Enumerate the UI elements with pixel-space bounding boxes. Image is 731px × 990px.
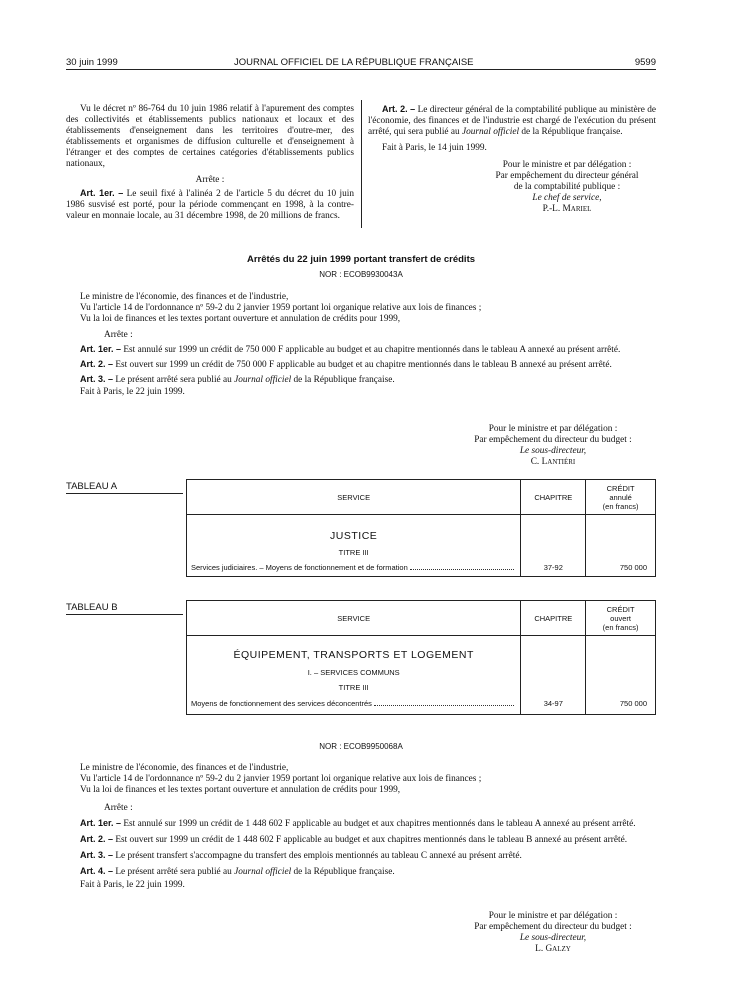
arrete-label: Arrête : <box>195 175 225 185</box>
tableau-b-titre: TITRE III <box>338 683 369 692</box>
decree-1-fait: Fait à Paris, le 22 juin 1999. <box>80 387 185 397</box>
article-1-text: Le seuil fixé à l'alinéa 2 de l'article 5 du décret du 10 juin 1986 susvisé est porté, pour la période commençant en 1998, à la contre-valeur en monnaie locale, au 31 décembre 1998, de 20 millions de francs. <box>66 189 354 221</box>
header-journal-title: JOURNAL OFFICIEL DE LA RÉPUBLIQUE FRANÇAISE <box>234 57 474 68</box>
tableau-a-row-chapitre: 37-92 <box>543 563 563 572</box>
article-2-text: Le directeur général de la comptabilité publique au ministère de l'économie, des finances et de l'industrie est chargé de l'exécution du présent arrêté, qui sera publié au <box>368 105 657 137</box>
nor-reference-1: NOR : ECOB9930043A <box>319 270 403 279</box>
d2-signatory-name: L. Galzy <box>535 944 571 954</box>
decree-2-article-4: Art. 4. – Le présent arrêté sera publié au Journal officiel de la République française. <box>80 866 395 877</box>
tableau-b-service-cell <box>187 636 521 715</box>
decree-2 <box>66 763 656 891</box>
d1-sig-line-3: Le sous-directeur, <box>519 446 587 456</box>
tableau-b-heading: ÉQUIPEMENT, TRANSPORTS ET LOGEMENT <box>233 649 474 661</box>
article-2-end: de la République française. <box>521 127 623 137</box>
signatory-name: P.-L. Mariel <box>542 204 592 214</box>
fait-a-paris: Fait à Paris, le 14 juin 1999. <box>382 143 487 153</box>
signature-line-1: Pour le ministre et par délégation : <box>502 160 632 170</box>
tableau-b-row-service: Moyens de fonctionnement des services déconcentrés <box>191 699 372 708</box>
tableau-b-header-service: SERVICE <box>187 601 521 636</box>
decree-2-article-3: Art. 3. – Le présent transfert s'accompagne du transfert des emplois mentionnés au tableau C annexé au présent arrêté. <box>80 850 522 861</box>
decree-2-vu-ordonnance: Vu l'article 14 de l'ordonnance nº 59-2 du 2 janvier 1959 portant loi organique relative aux lois de finances ; <box>80 774 482 784</box>
decree-2-vu-loi: Vu la loi de finances et les textes portant ouverture et annulation de crédits pour 1999, <box>80 785 401 795</box>
tableau-b-label: TABLEAU B <box>66 602 183 615</box>
decree-1-article-2: Art. 2. – Est ouvert sur 1999 un crédit de 750 000 F applicable au budget et au chapitre mentionnés dans le tableau B annexé au présent arrêté. <box>80 359 612 370</box>
tableau-a-header-chapitre: CHAPITRE <box>521 480 586 515</box>
tableau-a <box>186 479 656 577</box>
article-2-paragraph <box>368 104 656 138</box>
journal-officiel-italic: Journal officiel <box>461 127 520 137</box>
decree-2-article-1: Art. 1er. – Est annulé sur 1999 un crédit de 1 448 602 F applicable au budget et aux chapitres mentionnés dans le tableau A annexé au présent arrêté. <box>80 818 636 829</box>
decree-1-vu-ordonnance: Vu l'article 14 de l'ordonnance nº 59-2 du 2 janvier 1959 portant loi organique relative aux lois de finances ; <box>80 303 482 313</box>
tableau-a-header-credit: CRÉDIT annulé (en francs) <box>586 480 656 515</box>
tableau-b-header-chapitre: CHAPITRE <box>521 601 586 636</box>
signature-block <box>478 160 656 215</box>
decree-1 <box>66 292 656 398</box>
tableau-a-service-cell <box>187 515 521 577</box>
decree-1-vu-loi: Vu la loi de finances et les textes portant ouverture et annulation de crédits pour 1999, <box>80 314 401 324</box>
header-page-number: 9599 <box>634 57 656 68</box>
d1-signatory-name: C. Lantiéri <box>530 457 576 467</box>
header-rule <box>66 69 656 70</box>
article-1-label: Art. 1er. – <box>80 188 124 198</box>
decree-1-article-3: Art. 3. – Le présent arrêté sera publié au Journal officiel de la République française. <box>80 374 395 385</box>
tableau-a-label: TABLEAU A <box>66 481 183 494</box>
tableau-b-header-credit: CRÉDIT ouvert (en francs) <box>586 601 656 636</box>
d2-sig-line-3: Le sous-directeur, <box>519 933 587 943</box>
vu-decret-paragraph: Vu le décret nº 86-764 du 10 juin 1986 relatif à l'apurement des comptes des collectivités et établissements publics nationaux et locaux et des établissements d'enseignement dans les territoires d'outre-mer, des établissements et organismes de diffusion culturelle et d'enseignement à l'étranger et des comptes de certaines catégories d'établissements publics nationaux, <box>66 104 354 169</box>
tableau-a-heading: JUSTICE <box>330 530 378 542</box>
decree-2-ministre: Le ministre de l'économie, des finances et de l'industrie, <box>80 763 289 773</box>
d1-sig-line-2: Par empêchement du directeur du budget : <box>474 435 632 445</box>
top-right-column <box>368 104 656 215</box>
d1-sig-line-1: Pour le ministre et par délégation : <box>488 424 618 434</box>
tableau-b <box>186 600 656 715</box>
tableau-b-row-credit: 750 000 <box>619 699 647 708</box>
decree-1-signature <box>450 424 656 468</box>
tableau-b-row <box>191 698 516 709</box>
signature-line-4: Le chef de service, <box>532 193 602 203</box>
signature-line-3: de la comptabilité publique : <box>513 182 621 192</box>
decree-2-article-2: Art. 2. – Est ouvert sur 1999 un crédit de 1 448 602 F applicable au budget et aux chapitres mentionnés dans le tableau B annexé au présent arrêté. <box>80 834 628 845</box>
tableau-b-row-chapitre: 34-97 <box>543 699 563 708</box>
tableau-b-sub: I. – SERVICES COMMUNS <box>307 668 400 677</box>
top-left-column <box>66 104 354 222</box>
decree-2-signature <box>450 911 656 955</box>
tableau-a-row <box>191 562 516 573</box>
column-divider <box>361 100 362 228</box>
d2-sig-line-1: Pour le ministre et par délégation : <box>488 911 618 921</box>
article-2-label: Art. 2. – <box>382 104 416 114</box>
decree-1-article-1: Art. 1er. – Est annulé sur 1999 un crédit de 750 000 F applicable au budget et au chapitre mentionnés dans le tableau A annexé au présent arrêté. <box>80 344 621 355</box>
article-1-paragraph <box>66 188 354 222</box>
decree-1-arrete: Arrête : <box>104 330 133 340</box>
tableau-a-row-credit: 750 000 <box>619 563 647 572</box>
d2-sig-line-2: Par empêchement du directeur du budget : <box>474 922 632 932</box>
decree-1-ministre: Le ministre de l'économie, des finances et de l'industrie, <box>80 292 289 302</box>
decree-2-fait: Fait à Paris, le 22 juin 1999. <box>80 880 185 890</box>
tableau-a-row-service: Services judiciaires. – Moyens de fonctionnement et de formation <box>191 563 408 572</box>
nor-reference-2: NOR : ECOB9950068A <box>319 742 403 751</box>
tableau-a-header-service: SERVICE <box>187 480 521 515</box>
section-title: Arrêtés du 22 juin 1999 portant transfert de crédits <box>246 254 476 265</box>
signature-line-2: Par empêchement du directeur général <box>495 171 639 181</box>
decree-2-arrete: Arrête : <box>104 803 133 813</box>
header-date: 30 juin 1999 <box>66 57 118 68</box>
tableau-a-titre: TITRE III <box>338 548 369 557</box>
